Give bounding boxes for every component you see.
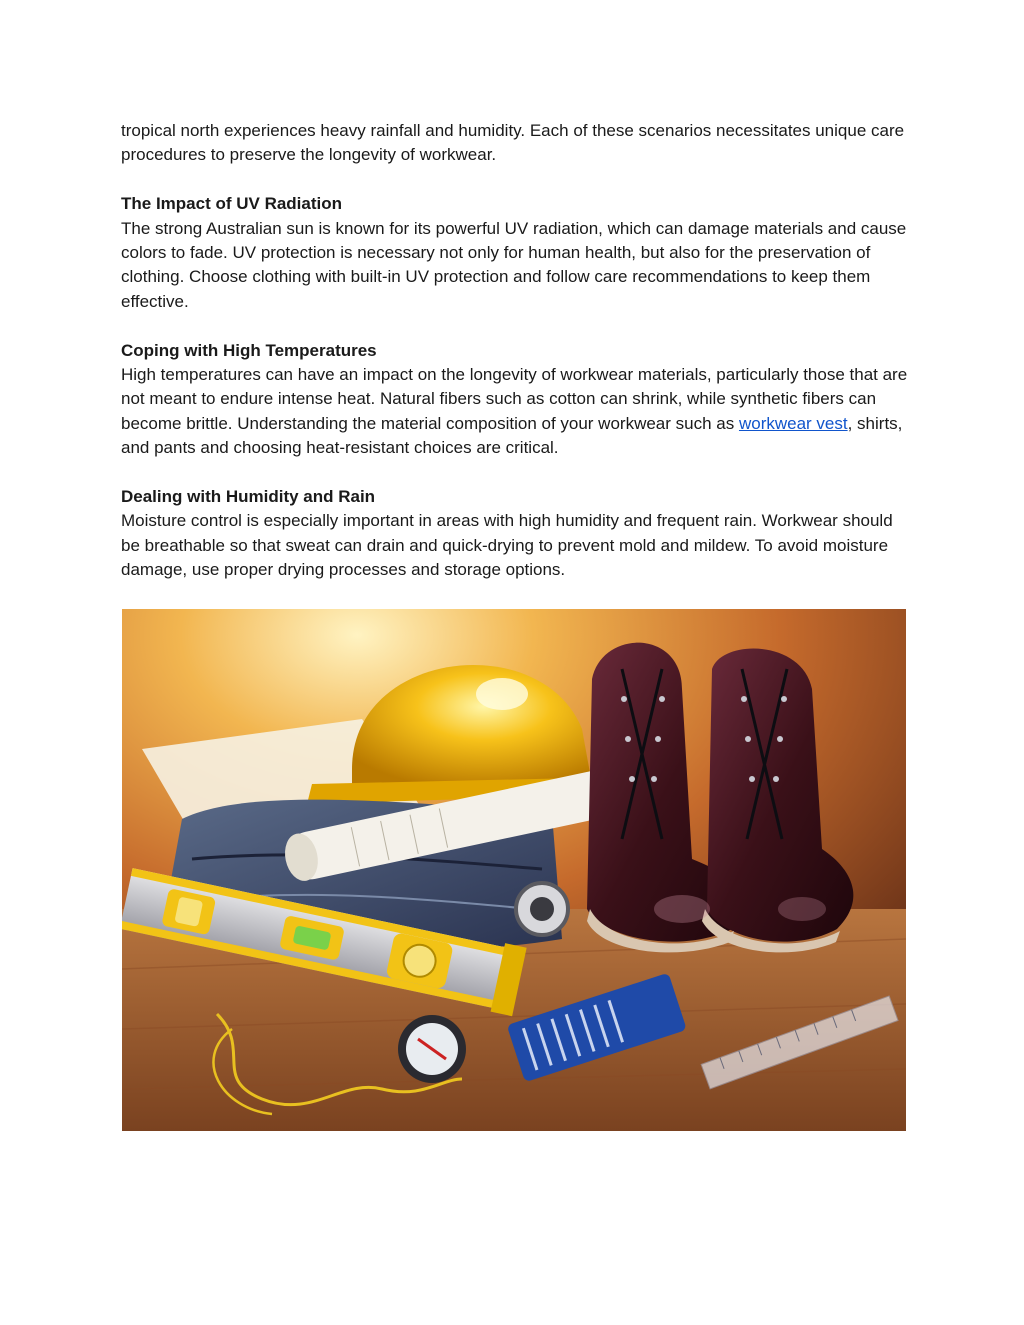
document-body (121, 119, 911, 583)
workwear-gear-photo (122, 609, 906, 1131)
section-heading-uv: The Impact of UV Radiation (121, 194, 343, 214)
section-body-humidity: Moisture control is especially important in areas with high humidity and frequent rain. Workwear should be breathable so that sweat can drain and quick-drying to prevent mold and mildew. To avoid moisture damage, use proper drying processes and storage options. (121, 511, 893, 580)
section-heading-temperature: Coping with High Temperatures (121, 340, 377, 360)
section-body-uv: The strong Australian sun is known for its powerful UV radiation, which can damage materials and cause colors to fade. UV protection is necessary not only for human health, but also for the preservation of clothing. Choose clothing with built-in UV protection and follow care recommendations to keep them effective. (121, 218, 907, 311)
body-text-before-link: High temperatures can have an impact on the longevity of workwear materials, particularly those that are not meant to endure intense heat. Natural fibers such as cotton can shrink, while synthetic fibers can become brittle. Understanding the material composition of your workwear such as (121, 365, 908, 433)
section-body-temperature (121, 363, 911, 461)
intro-paragraph: tropical north experiences heavy rainfall and humidity. Each of these scenarios necessitates unique care procedures to preserve the longevity of workwear. (121, 121, 905, 165)
body-text-after-link: , shirts, and pants and choosing heat-resistant choices are critical. (121, 413, 903, 458)
workwear-vest-link[interactable]: workwear vest (738, 413, 848, 433)
section-heading-humidity: Dealing with Humidity and Rain (121, 487, 376, 507)
